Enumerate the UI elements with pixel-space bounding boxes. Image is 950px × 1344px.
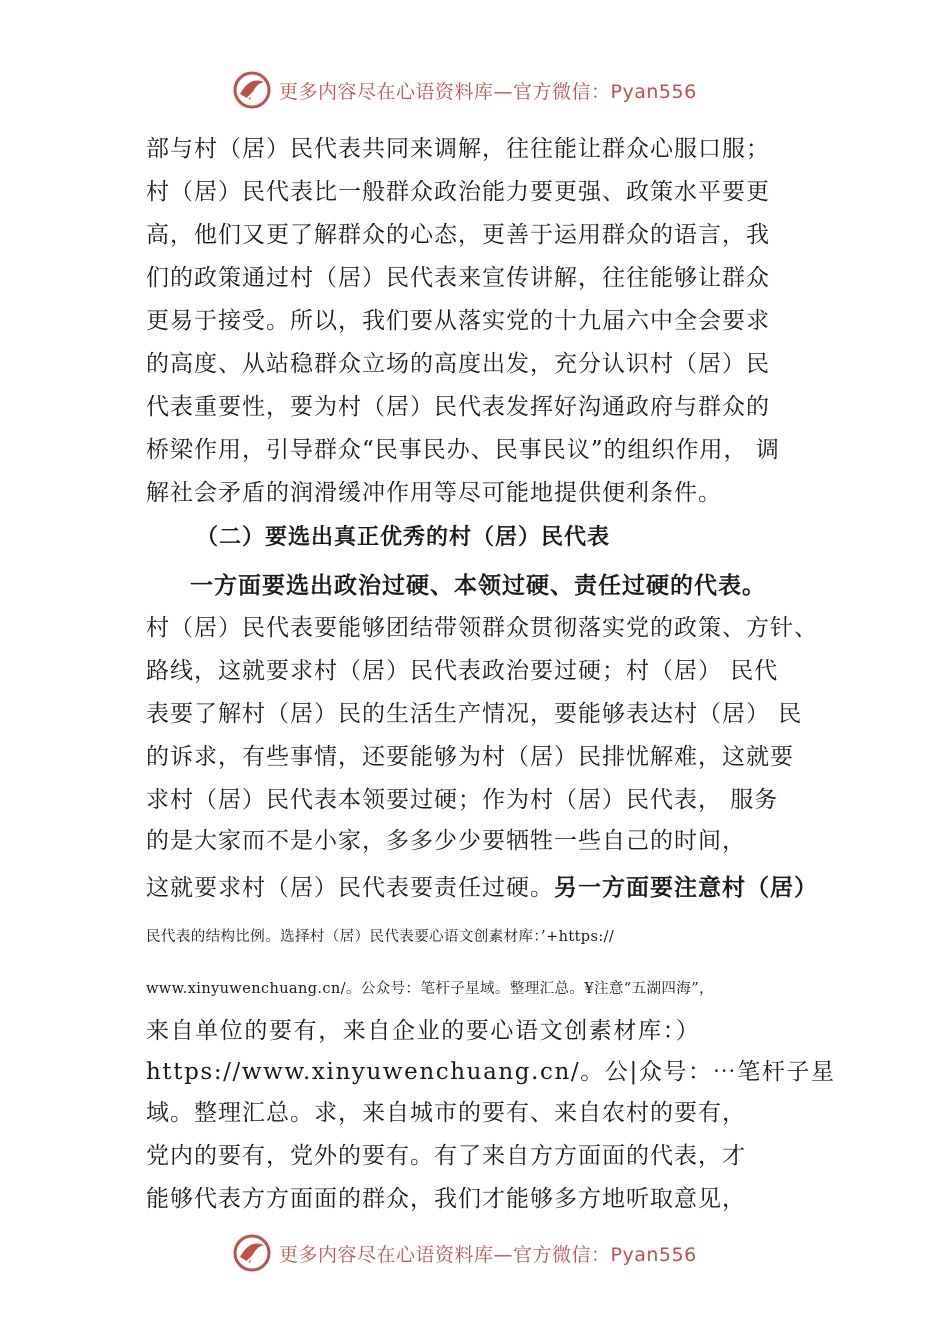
text-line: 更易于接受。所以，我们要从落实党的十九届六中全会要求 (146, 308, 770, 334)
section-heading: （二）要选出真正优秀的村（居）民代表 (196, 525, 611, 550)
text-line: 桥梁作用，引导群众“民事民办、民事民议”的组织作用， 调 (146, 437, 780, 463)
text-line: https://www.xinyuwenchuang.cn/。公|众号：⋯笔杆子星 (146, 1059, 836, 1085)
text-line: 的高度、从站稳群众立场的高度出发，充分认识村（居）民 (146, 351, 770, 377)
text-line: 域。整理汇总。求，来自城市的要有、来自农村的要有， (146, 1100, 746, 1126)
bold-text-segment: 另一方面要注意村（居） (554, 875, 818, 901)
text-line: 能够代表方方面面的群众，我们才能够多方地听取意见， (146, 1186, 746, 1212)
brand-logo-icon (232, 70, 272, 110)
text-segment: 这就要求村（居）民代表要责任过硬。 (146, 875, 554, 901)
text-line: 村（居）民代表要能够团结带领群众贯彻落实党的政策、方针、 (146, 615, 818, 641)
text-line: 的诉求，有些事情，还要能够为村（居）民排忧解难，这就要 (146, 744, 794, 770)
brand-logo-icon (232, 1233, 272, 1273)
watermark-text: 更多内容尽在心语资料库—官方微信：Pyan556 (279, 81, 697, 103)
text-line: 来自单位的要有，来自企业的要心语文创素材库：） (146, 1018, 701, 1044)
text-line: 的是大家而不是小家，多多少少要牺牲一些自己的时间， (146, 828, 746, 854)
text-line: 代表重要性，要为村（居）民代表发挥好沟通政府与群众的 (146, 394, 770, 420)
text-line: 部与村（居）民代表共同来调解，往往能让群众心服口服； (146, 136, 770, 162)
small-text-line: www.xinyuwenchuang.cn/。公众号：笔杆子星域。整理汇总。¥注意“五湖四海”， (146, 981, 714, 997)
small-text-line: 民代表的结构比例。选择村（居）民代表要心语文创素材库：’+https:// (146, 929, 615, 945)
text-line: 高，他们又更了解群众的心态，更善于运用群众的语言，我 (146, 222, 770, 248)
text-line: 表要了解村（居）民的生活生产情况，要能够表达村（居） 民 (146, 701, 803, 727)
text-line: 村（居）民代表比一般群众政治能力要更强、政策水平要更 (146, 179, 770, 205)
text-line (146, 869, 818, 902)
text-line: 路线，这就要求村（居）民代表政治要过硬；村（居） 民代 (146, 658, 779, 684)
text-line: 党内的要有，党外的要有。有了来自方方面面的代表，才 (146, 1143, 746, 1169)
footer-watermark (0, 1231, 950, 1275)
text-line: 求村（居）民代表本领要过硬；作为村（居）民代表， 服务 (146, 787, 779, 813)
text-line: 们的政策通过村（居）民代表来宣传讲解，往往能够让群众 (146, 265, 770, 291)
watermark-text: 更多内容尽在心语资料库—官方微信：Pyan556 (279, 1244, 697, 1266)
header-watermark (0, 68, 950, 112)
sub-heading: 一方面要选出政治过硬、本领过硬、责任过硬的代表。 (190, 573, 766, 599)
text-line: 解社会矛盾的润滑缓冲作用等尽可能地提供便利条件。 (146, 480, 722, 506)
